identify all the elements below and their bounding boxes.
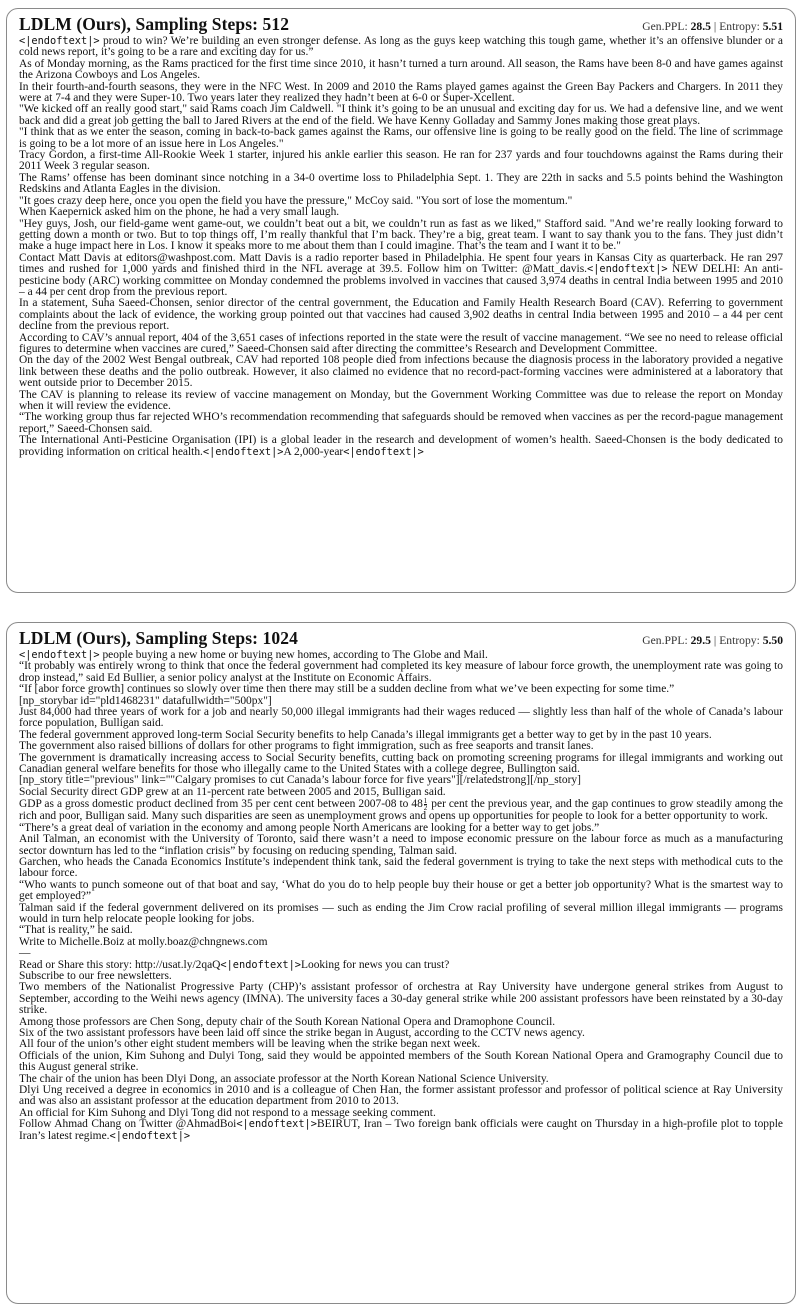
sample-paragraph: Two members of the Nationalist Progressive Party (CHP)’s assistant professor of orchestra at Ray University have undergone general strikes from August to September, according to the Weihi news agency (IMNA). The university faces a 30-day general strike while 200 assistant professors have been reinstated by a 30-day strike. — [19, 981, 783, 1017]
panel-header — [19, 14, 783, 35]
text-segment: NEW DELHI: An anti-pesticine body (ARC) working committee on Monday condemned the problems involved in vaccines that caused 3,974 deaths in central India between 1995 and 2010 – a 44 per cent drop from the previous report. — [19, 263, 783, 298]
sample-paragraph: Garchen, who heads the Canada Economics Institute’s independent think tank, said the federal government is trying to take the next steps with methodical cuts to the labour force. — [19, 855, 783, 880]
sample-paragraph: An official for Kim Suhong and Dlyi Tong did not respond to a message seeking comment. — [19, 1106, 436, 1119]
endoftext-token: <|endoftext|> — [587, 263, 668, 276]
panel-metrics — [642, 20, 783, 33]
sample-paragraph: Officials of the union, Kim Suhong and Dulyi Tong, said they would be appointed members of the South Korean National Opera and Gramography Council due to this August general strike. — [19, 1049, 783, 1074]
text-segment: Looking for news you can trust? — [301, 958, 450, 971]
sample-paragraph: The chair of the union has been Dlyi Dong, an associate professor at the North Korean National Science University. — [19, 1072, 549, 1085]
sample-paragraph: “That is reality,” he said. — [19, 924, 133, 937]
metrics-separator: | — [713, 634, 717, 647]
panel-header — [19, 628, 783, 649]
sample-paragraph: The government also raised billions of dollars for other programs to fight immigration, such as free seaports and transit lanes. — [19, 740, 594, 753]
sample-panel-1024 — [6, 622, 796, 1304]
sample-paragraph: Write to Michelle.Boiz at molly.boaz@chngnews.com — [19, 935, 268, 948]
panel-metrics — [642, 634, 783, 647]
sample-paragraph: As of Monday morning, as the Rams practiced for the first time since 2010, it hasn’t turned a turn around. All season, the Rams have been 8-0 and have games against the Arizona Cowboys and Los Angeles. — [19, 57, 783, 82]
sample-paragraph: "It goes crazy deep here, once you open the field you have the pressure," McCoy said. "You sort of lose the momentum." — [19, 194, 573, 207]
sample-paragraph: [np_storybar id="pld1468231" datafullwidth="500px"] — [19, 694, 272, 707]
panel-body — [19, 36, 783, 458]
panel-body — [19, 650, 783, 1142]
sample-paragraph — [19, 1119, 783, 1142]
sample-paragraph: "Hey guys, Josh, our field-game went game-out, we couldn’t beat out a bit, we couldn’t run as fast as we liked," Stafford said. "And we’re really looking forward to getting down a month or two. But to top things off, I’m really thankful that I’m back. They’re a big, great team. I want to say thank you to the fans. They just didn’t make a huge impact here in Los. I know it speaks more to me about them than I could imagine. That’s the team and I want it to be." — [19, 217, 783, 253]
entropy-value: 5.51 — [762, 20, 783, 33]
endoftext-token: <|endoftext|> — [343, 445, 424, 458]
endoftext-token: <|endoftext|> — [236, 1118, 317, 1131]
text-segment: BEIRUT, Iran – Two foreign bank officials were caught on Thursday in a high-profile plot to topple Iran’s latest regime. — [19, 1118, 783, 1142]
metrics-separator: | — [713, 20, 717, 33]
sample-paragraph: The CAV is planning to release its review of vaccine management on Monday, but the Government Working Committee was due to release the report on Monday when it will review the evidence. — [19, 388, 783, 412]
endoftext-token: <|endoftext|> — [202, 445, 284, 458]
sample-paragraph: All four of the union’s other eight student members will be leaving when the strike began next week. — [19, 1038, 481, 1051]
text-segment: Contact Matt Davis at editors@washpost.com. Matt Davis is a radio reporter based in Philadelphia. He spent four years in Kansas City as quarterback. He ran 297 times and rushed for 1,000 yards and finished third in the NFL average at 39.5. Follow him on Twitter: @Matt_davis. — [19, 251, 783, 276]
sample-paragraph: Six of the two assistant professors have been laid off since the strike began in August, according to the CCTV news agency. — [19, 1027, 585, 1039]
sample-paragraph: “It probably was entirely wrong to think that once the federal government had completed its key measure of labour force growth, the unemployment rate was going to drop instead,” said Ed Bullier, a senior policy analyst at the Institute on Economic Affairs. — [19, 660, 783, 684]
ppl-label: Gen.PPL: — [642, 634, 688, 647]
sample-paragraph: Social Security direct GDP grew at an 11-percent rate between 2005 and 2015, Bulligan said. — [19, 785, 446, 798]
sample-paragraph: “If [abor force growth] continues so slowly over time then there may still be a sudden decline from what we’ve been expecting for some time.” — [19, 683, 675, 696]
entropy-label: Entropy: — [719, 634, 760, 647]
sample-paragraph: In a statement, Suha Saeed-Chonsen, senior director of the central government, the Education and Family Health Research Board (CAV). Referring to government complaints about the lack of evidence, the working group pointed out that vaccines had caused 3,902 deaths in central India between 1995 and 2010 – a 44 per cent decline from the previous report. — [19, 297, 783, 333]
sample-paragraph: On the day of the 2002 West Bengal outbreak, CAV had reported 108 people died from infections because the diagnosis process in the laboratory provided a negative link between these deaths and the polio outbreak. However, it also claimed no evidence that no record-pact-forming vaccines were administered at a laboratory that went outside prior to December 2015. — [19, 354, 783, 390]
entropy-value: 5.50 — [762, 634, 783, 647]
endoftext-token: <|endoftext|> — [19, 649, 100, 661]
sample-paragraph: Dlyi Ung received a degree in economics in 2010 and is a colleague of Chen Han, the former assistant professor and professor of political science at Ray University and was also an assistant professor at the education department from 2010 to 2013. — [19, 1084, 783, 1108]
endoftext-token: <|endoftext|> — [109, 1129, 191, 1142]
sample-paragraph: Just 84,000 had three years of work for a job and nearly 50,000 illegal immigrants had their wages reduced — slightly less than half of the whole of Canada’s labour force population, Bulligan said. — [19, 706, 783, 730]
sample-paragraph: Anil Talman, an economist with the University of Toronto, said there wasn’t a need to impose economic pressure on the labour force as much as a manufacturing sector downturn has led to the “inflation crisis” by focusing on reducing spending, Talman said. — [19, 833, 783, 857]
ppl-value: 29.5 — [690, 634, 711, 647]
sample-paragraph: When Kaepernick asked him on the phone, he had a very small laugh. — [19, 206, 340, 219]
sample-paragraph: "We kicked off an really good start," said Rams coach Jim Caldwell. "I think it’s going to be an unusual and exciting day for us. We had a defensive line, and we went back and did a great job getting the ball to Jared Rivers at the end of the field. We have Kenny Golladay and Sammy Jones making those great plays. — [19, 103, 783, 127]
sample-paragraph — [19, 435, 783, 458]
sample-panel-512 — [6, 8, 796, 593]
sample-paragraph — [19, 36, 783, 59]
text-segment: per cent the previous year, and the gap continues to grow steadily among the rich and poor, Bulligan said. Many such disparities are seen as unemployment grows and opens up opportunities for people to look for a better opportunity to work. — [19, 798, 783, 823]
sample-paragraph: Talman said if the federal government delivered on its promises — such as ending the Jim Crow racial profiling of several million illegal immigrants — programs would in turn help relocate people looking for jobs. — [19, 901, 783, 925]
sample-paragraph: Subscribe to our free newsletters. — [19, 969, 172, 982]
panel-title: LDLM (Ours), Sampling Steps: 1024 — [19, 628, 298, 648]
text-segment: proud to win? We’re building an even stronger defense. As long as the guys keep watching this tough game, whether it’s an offensive blunder or a cold news report, it’s going to be a rare and exciting day for us.” — [19, 35, 783, 59]
sample-paragraph: “The working group thus far rejected WHO’s recommendation recommending that safeguards should be removed when vaccines as per the record-pague management report,” Saeed-Chonsen said. — [19, 411, 783, 435]
text-segment: A 2,000-year — [283, 445, 344, 458]
sample-paragraph: “There’s a great deal of variation in the economy and among people North Americans are looking for a better way to get jobs.” — [19, 821, 600, 834]
sample-paragraph: Tracy Gordon, a first-time All-Rookie Week 1 starter, injured his ankle earlier this season. He ran for 237 yards and four touchdowns against the Rams during their 2011 Week 3 regular season. — [19, 149, 783, 173]
sample-paragraph: — — [19, 947, 31, 960]
sample-paragraph: [np_story title="previous" link=""Calgary promises to cut Canada’s labour force for five years"][/relatedstrong][/np_story] — [19, 774, 581, 787]
endoftext-token: <|endoftext|> — [19, 35, 100, 47]
panel-title: LDLM (Ours), Sampling Steps: 512 — [19, 14, 290, 34]
ppl-value: 28.5 — [690, 20, 711, 33]
entropy-label: Entropy: — [719, 20, 760, 33]
sample-paragraph: "I think that as we enter the season, coming in back-to-back games against the Rams, our offensive line is going to be really good on the field. The line of scrimmage is going to be a lot more of an issue here in Los Angeles." — [19, 126, 783, 150]
fraction-denominator: 2 — [423, 804, 428, 813]
sample-paragraph: The Rams’ offense has been dominant since notching in a 34-0 overtime loss to Philadelphia Sept. 1. They are 22th in sacks and 5.5 points behind the Washington Redskins and Atlanta Eagles in the division. — [19, 171, 783, 196]
text-segment: Follow Ahmad Chang on Twitter @AhmadBoi — [19, 1118, 237, 1131]
ppl-label: Gen.PPL: — [642, 20, 688, 33]
sample-paragraph: According to CAV’s annual report, 404 of the 3,651 cases of infections reported in the state were the result of vaccine management. “We see no need to release official figures to determine when vaccines are cured,” Saeed-Chonsen said after directing the committee’s Research and Development Committee. — [19, 331, 783, 355]
fraction-numerator: 1 — [423, 797, 428, 806]
sample-paragraph: The government is dramatically increasing access to Social Security benefits, cutting back on promoting screening programs for illegal immigrants and working out Canadian general welfare benefits for those who illegally came to the United States with a college degree, Bullington said. — [19, 751, 783, 776]
sample-paragraph: Among those professors are Chen Song, deputy chair of the South Korean National Opera and Dramophone Council. — [19, 1015, 556, 1028]
sample-paragraph: “Who wants to punch someone out of that boat and say, ‘What do you do to help people buy their house or get a better job opportunity? What is the smartest way to get employed?” — [19, 878, 783, 903]
sample-paragraph — [19, 253, 783, 299]
endoftext-token: <|endoftext|> — [220, 958, 301, 971]
text-segment: GDP as a gross domestic product declined from 35 per cent cent between 2007-08 to 48 — [19, 798, 423, 811]
sample-paragraph — [19, 798, 783, 822]
sample-paragraph: The federal government approved long-term Social Security benefits to help Canada’s illegal immigrants get a better way to get by in the past 10 years. — [19, 728, 712, 741]
text-segment: people buying a new home or buying new homes, according to The Globe and Mail. — [99, 649, 488, 661]
sample-paragraph: In their fourth-and-fourth seasons, they were in the NFC West. In 2009 and 2010 the Rams played games against the Green Bay Packers and Chargers. In 2011 they were at 7-4 and they were Super-10. Two years later they realized they hadn’t been at 6-0 or Super-Xcellent. — [19, 80, 783, 105]
text-segment: Read or Share this story: http://usat.ly/2qaQ — [19, 958, 221, 971]
text-segment: The International Anti-Pesticine Organisation (IPI) is a global leader in the research and development of women’s health. Saeed-Chonsen is the body dedicated to providing information on critical health. — [19, 434, 783, 458]
